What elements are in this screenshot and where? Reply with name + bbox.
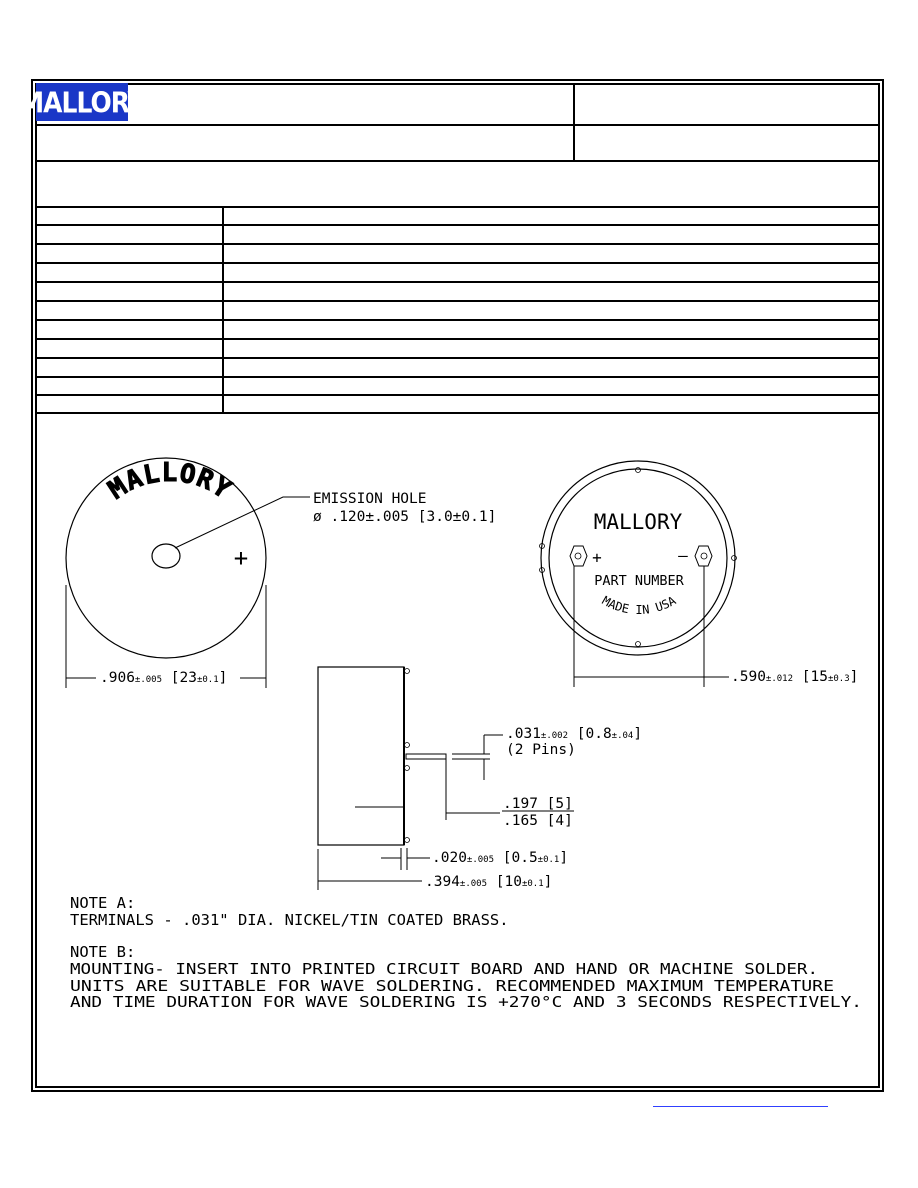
note-b-line3: AND TIME DURATION FOR WAVE SOLDERING IS +270°C AND 3 SECONDS RESPECTIVELY.	[70, 993, 862, 1011]
front-polarity-mark: +	[233, 544, 249, 572]
terminal-pin-side	[406, 754, 446, 759]
flange-thickness-dim: .020±.005 [0.5±0.1]	[432, 850, 569, 866]
front-view	[66, 458, 496, 688]
terminal-negative	[695, 546, 712, 566]
emission-hole-label: EMISSION HOLE	[313, 491, 427, 507]
note-b-title: NOTE B:	[70, 943, 136, 961]
note-a-title: NOTE A:	[70, 894, 136, 912]
back-minus-mark: –	[678, 546, 688, 565]
lead-length-max: .197 [5]	[503, 796, 573, 812]
pin-diameter-dim: .031±.002 [0.8±.04]	[506, 726, 643, 742]
note-b-line2: UNITS ARE SUITABLE FOR WAVE SOLDERING. RECOMMENDED MAXIMUM TEMPERATURE	[70, 977, 835, 995]
footer-link-underline[interactable]	[653, 1105, 828, 1107]
title-block	[35, 83, 880, 161]
made-in-usa-text: MADE IN USA	[599, 593, 679, 618]
notes	[70, 894, 862, 1011]
buzzer-body-side	[318, 667, 404, 845]
side-view	[318, 667, 642, 890]
back-spacing-dim: .590±.012 [15±0.3]	[731, 669, 859, 685]
note-b-line1: MOUNTING- INSERT INTO PRINTED CIRCUIT BOARD AND HAND OR MACHINE SOLDER.	[70, 960, 818, 978]
back-view	[540, 461, 859, 687]
emission-hole-dim: ø .120±.005 [3.0±0.1]	[313, 509, 497, 525]
front-brand-text: MALLORY	[103, 458, 237, 506]
body-height-dim: .394±.005 [10±0.1]	[425, 874, 553, 890]
terminal-positive	[570, 546, 587, 566]
lead-length-min: .165 [4]	[503, 813, 573, 829]
back-plus-mark: +	[592, 548, 602, 567]
back-brand-text: MALLORY	[593, 510, 683, 534]
part-number-text: PART NUMBER	[594, 573, 684, 589]
pin-count-text: (2 Pins)	[506, 742, 576, 758]
note-a-line1: TERMINALS - .031" DIA. NICKEL/TIN COATED BRASS.	[70, 911, 509, 929]
spec-table	[35, 207, 880, 413]
front-width-dim: .906±.005 [23±0.1]	[100, 670, 228, 686]
logo-text: MALLORY	[19, 85, 145, 119]
